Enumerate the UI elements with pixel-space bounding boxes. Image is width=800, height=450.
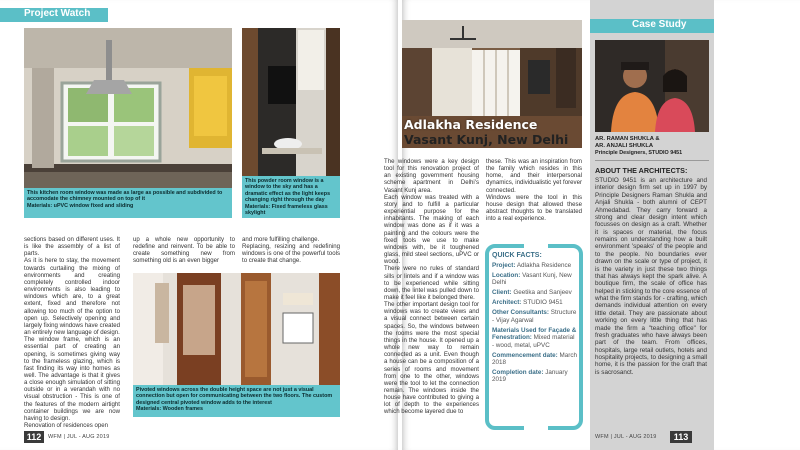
quick-fact-value: Structure - Vijay Agarwal xyxy=(492,309,577,324)
body-column-1: sections based on different uses. It is like the assembly of a list of parts. As it is here to stay, the movement towards curtailing the mixing of environments and creating completely controlled indoor environments is also leading to windows which are, to a great extent, fixed and therefore not allowing too much of the option to open up. Selectively opening and largely fixing windows have created an entirely new language of design. The window frame, which is an essential part of creating an opening, is sometimes giving way to the frameless glazing, which is fast finding its way into homes as well. The advantage is that it gives a close enough simulation of sitting outside or in a verandah with no visual obstruction - This is one of the features of the modern airtight container buildings we are now having to design. Renovation of residences open xyxy=(24,236,120,430)
section-tab-project-watch xyxy=(0,8,108,22)
quick-fact-value: Vasant Kunj, New Delhi xyxy=(492,272,572,287)
quick-fact-item xyxy=(492,369,578,384)
pivoted-windows-caption: Pivoted windows across the double height space are not just a visual connection but open for communicating between the two floors. The custom designed central pivoted window adds to the interest Materials: Wooden frames xyxy=(133,385,340,417)
article-column-1: The windows were a key design tool for this renovation project of an existing government housing scheme apartment in Delhi's Vasant Kunj area. Each window was treated with a story and to fulfill a particular experiential purpose for the inhabitants. The making of each window was done as if it was a painting and the colours were the fixed tools we use to make windows with, be it toughened glass, mild steel sections, uPVC or wood. There were no rules of standard sills or lintels and if a window was to be experienced while sitting down, the lintel was pulled down to make it feel like it belonged there. The other important design tool for windows was to create views and a visual connect between certain spaces. So, the windows between the rooms were the most special things in the house. It opened up a whole new way to remain connected as a unit. Even though a house can be a composition of a series of rooms and movement from one to the other, windows were the tool to let the connection remain. The windows inside the house have contributed to giving a lot of depth to the experiences which become layered due to xyxy=(384,158,479,416)
quick-fact-label: Client: xyxy=(492,289,512,297)
quick-fact-value: Geetika and Sanjeev xyxy=(513,289,572,297)
architects-portrait xyxy=(595,40,709,132)
hero-title-line-2: Vasant Kunj, New Delhi xyxy=(404,132,569,147)
quick-fact-label: Materials Used for Façade & Fenestration: xyxy=(492,326,577,342)
architects-studio: Principle Designers, STUDIO 9451 xyxy=(595,150,683,156)
page-number-left: 112 xyxy=(24,431,44,443)
quick-facts-gap-bottom xyxy=(524,424,548,434)
quick-fact-item xyxy=(492,299,578,306)
pivoted-windows-photo xyxy=(133,273,340,385)
quick-facts-content xyxy=(492,252,578,424)
quick-fact-item xyxy=(492,262,578,269)
quick-fact-value: Mixed material - wood, metal, uPVC xyxy=(492,334,575,349)
quick-facts-heading: QUICK FACTS: xyxy=(492,252,542,259)
hero-title-line-1: Adlakha Residence xyxy=(404,117,538,132)
quick-facts-gap-top xyxy=(524,240,548,250)
quick-fact-item xyxy=(492,352,578,367)
quick-fact-label: Location: xyxy=(492,272,521,279)
section-tab-case-study xyxy=(590,19,714,33)
sidebar-divider xyxy=(595,160,709,161)
about-text: STUDIO 9451 is an architecture and interior design firm set up in 1997 by Principle Designers Raman Shukla and Anjali Shukla - both alumni of CEPT Ahmedabad. They carry forward a strong and clear design intent which focusses on design as a craft. Whether it is spaces or material, the focus remains on understanding how a built environment 'speaks' of the people and to the people. No boundaries ever drawn on the scale or type of project, it is the variety in just these two things that has always kept the spark alive. A boutique firm, the scale of office has helped in sticking to the core essence of what the firm stands for - crafting, which demands individual attention on every little detail. They are passionate about working on every little thing that has made the firm a "teaching office" for fresh graduates who have always been part of the team. From offices, hospitals, large retail outlets, hotels and hospitality projects, to designing a small home, it is the passion for the craft that is sacrosanct. xyxy=(595,177,708,376)
section-tab-label: Project Watch xyxy=(24,8,91,19)
footer-right: WFM | JUL - AUG 2019 xyxy=(595,434,657,440)
quick-fact-item xyxy=(492,309,578,324)
kitchen-caption: This kitchen room window was made as large as possible and subdivided to accomodate the chimney mounted on top of it Materials: uPVC window fixed and sliding xyxy=(24,188,232,218)
quick-fact-value: Adlakha Residence xyxy=(516,262,572,269)
section-tab-label: Case Study xyxy=(632,19,687,30)
powder-room-caption: This powder room window is a window to the sky and has a dramatic effect as the light keeps changing right through the day Materials: Fixed frameless glass skylight xyxy=(242,176,340,218)
quick-fact-label: Commencement date: xyxy=(492,351,558,359)
powder-room-photo xyxy=(242,28,340,176)
about-heading: ABOUT THE ARCHITECTS: xyxy=(595,166,688,175)
kitchen-photo xyxy=(24,28,232,206)
page-number-right: 113 xyxy=(670,431,692,443)
quick-fact-item xyxy=(492,272,578,287)
article-column-2: these. This was an inspiration from the family which resides in this home, and their interpersonal dynamics, individualistic yet forever connected. Windows were the tool in this house design that allowed these abstract thoughts to be translated into a real experience. xyxy=(486,158,582,223)
quick-fact-value: March 2018 xyxy=(492,351,578,367)
footer-left: WFM | JUL - AUG 2019 xyxy=(48,434,110,440)
architects-names: AR. RAMAN SHUKLA & AR. ANJALI SHUKLA xyxy=(595,136,660,149)
hero-title xyxy=(402,118,587,152)
quick-fact-label: Other Consultants: xyxy=(492,309,550,317)
quick-fact-label: Project: xyxy=(492,262,516,269)
quick-fact-value: STUDIO 9451 xyxy=(523,299,563,307)
body-column-3: and more fulfilling challenge. Replacing, resizing and redefining windows is one of the powerful tools to create that change. xyxy=(242,236,340,265)
quick-facts-list xyxy=(492,262,578,384)
quick-fact-label: Architect: xyxy=(492,299,522,307)
quick-fact-item xyxy=(492,289,578,296)
quick-fact-value: January 2019 xyxy=(492,369,568,384)
right-page xyxy=(384,0,800,450)
left-page xyxy=(0,0,398,450)
body-column-2: up a whole new opportunity to redefine and reinvent. To be able to create something new from something old is an even bigger xyxy=(133,236,235,265)
quick-fact-label: Completion date: xyxy=(492,369,544,377)
quick-fact-item xyxy=(492,327,578,349)
